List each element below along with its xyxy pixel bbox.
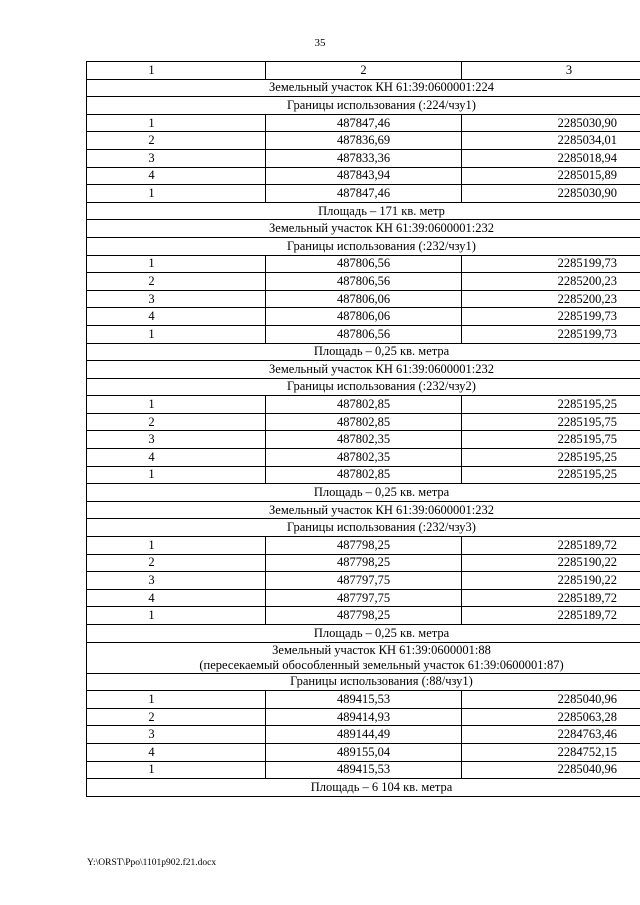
point-number: 1 [87,185,266,203]
table-row [87,572,640,590]
coordinate-x: 487847,46 [266,185,462,203]
area-row [87,343,640,361]
point-number: 2 [87,413,266,431]
point-number: 3 [87,149,266,167]
parcel-title [87,501,640,519]
coordinate-y: 2285199,73 [462,325,640,343]
boundary-label: Границы использования (:232/чзу2) [87,378,640,396]
table-row [87,185,640,203]
table-row [87,149,640,167]
parcel-title-line: Земельный участок КН 61:39:0600001:224 [269,80,494,95]
coordinate-x: 487806,06 [266,308,462,326]
area-row [87,779,640,797]
coordinate-y: 2285034,01 [462,132,640,150]
coordinate-y: 2285195,25 [462,466,640,484]
coordinates-table-body [87,62,640,797]
boundary-row [87,673,640,691]
table-row [87,290,640,308]
area-label: Площадь – 6 104 кв. метра [87,779,640,797]
area-row [87,484,640,502]
table-row [87,607,640,625]
coordinate-y: 2285189,72 [462,607,640,625]
point-number: 2 [87,273,266,291]
point-number: 2 [87,708,266,726]
area-row [87,625,640,643]
table-row [87,114,640,132]
boundary-row [87,378,640,396]
coordinate-y: 2285015,89 [462,167,640,185]
page-number: 35 [314,37,326,49]
point-number: 4 [87,743,266,761]
table-row [87,396,640,414]
coordinate-x: 489415,53 [266,761,462,779]
coordinate-x: 489144,49 [266,726,462,744]
coordinate-y: 2285195,75 [462,413,640,431]
parcel-title-line: Земельный участок КН 61:39:0600001:232 [269,221,494,236]
table-row [87,554,640,572]
point-number: 1 [87,691,266,709]
table-row [87,167,640,185]
area-label: Площадь – 171 кв. метр [87,202,640,220]
coordinate-x: 487798,25 [266,554,462,572]
table-row [87,761,640,779]
table-row [87,449,640,467]
file-path: Y:\ORST\Ppo\1101p902.f21.docx [87,858,217,868]
coordinate-x: 489414,93 [266,708,462,726]
table-row [87,325,640,343]
coordinate-x: 487802,85 [266,466,462,484]
coordinate-x: 487806,56 [266,255,462,273]
coordinate-y: 2285030,90 [462,185,640,203]
coordinate-x: 487806,56 [266,273,462,291]
parcel-title-line: (пересекаемый обособленный земельный участок 61:39:0600001:87) [199,657,564,672]
point-number: 1 [87,466,266,484]
table-row [87,431,640,449]
section-title-row [87,220,640,238]
section-title-row [87,501,640,519]
coordinate-y: 2285030,90 [462,114,640,132]
point-number: 4 [87,449,266,467]
coordinate-y: 2285199,73 [462,308,640,326]
point-number: 1 [87,607,266,625]
area-label: Площадь – 0,25 кв. метра [87,625,640,643]
column-header-1: 1 [87,62,266,80]
point-number: 1 [87,325,266,343]
coordinate-x: 487802,35 [266,431,462,449]
table-row [87,726,640,744]
point-number: 1 [87,114,266,132]
area-label: Площадь – 0,25 кв. метра [87,484,640,502]
coordinate-x: 487843,94 [266,167,462,185]
point-number: 2 [87,554,266,572]
coordinate-x: 487836,69 [266,132,462,150]
table-row [87,743,640,761]
coordinate-y: 2285195,75 [462,431,640,449]
table-row [87,273,640,291]
coordinate-x: 487806,06 [266,290,462,308]
coordinate-y: 2285018,94 [462,149,640,167]
point-number: 4 [87,589,266,607]
area-row [87,202,640,220]
coordinates-table [86,61,640,797]
point-number: 1 [87,761,266,779]
point-number: 3 [87,572,266,590]
point-number: 4 [87,167,266,185]
coordinate-y: 2285200,23 [462,290,640,308]
parcel-title [87,79,640,97]
coordinate-x: 489415,53 [266,691,462,709]
coordinate-y: 2285195,25 [462,449,640,467]
parcel-title [87,642,640,673]
area-label: Площадь – 0,25 кв. метра [87,343,640,361]
coordinate-x: 487798,25 [266,607,462,625]
table-row [87,308,640,326]
section-title-row [87,361,640,379]
coordinate-x: 487798,25 [266,537,462,555]
coordinate-y: 2285063,28 [462,708,640,726]
point-number: 3 [87,726,266,744]
coordinate-x: 487797,75 [266,589,462,607]
coordinate-y: 2285195,25 [462,396,640,414]
coordinate-y: 2285189,72 [462,537,640,555]
boundary-label: Границы использования (:224/чзу1) [87,97,640,115]
coordinate-x: 487797,75 [266,572,462,590]
coordinate-y: 2285189,72 [462,589,640,607]
coordinate-y: 2285190,22 [462,572,640,590]
point-number: 1 [87,255,266,273]
table-row [87,691,640,709]
coordinate-x: 487806,56 [266,325,462,343]
section-title-row [87,79,640,97]
coordinate-y: 2285190,22 [462,554,640,572]
point-number: 2 [87,132,266,150]
point-number: 3 [87,431,266,449]
table-row [87,708,640,726]
parcel-title [87,361,640,379]
coordinate-x: 487802,35 [266,449,462,467]
coordinate-x: 487833,36 [266,149,462,167]
coordinate-y: 2285040,96 [462,691,640,709]
table-row [87,466,640,484]
coordinate-y: 2285040,96 [462,761,640,779]
table-row [87,255,640,273]
coordinate-x: 487802,85 [266,396,462,414]
table-row [87,589,640,607]
point-number: 1 [87,396,266,414]
coordinate-y: 2284763,46 [462,726,640,744]
parcel-title-line: Земельный участок КН 61:39:0600001:232 [269,361,494,376]
boundary-label: Границы использования (:232/чзу3) [87,519,640,537]
section-title-row [87,642,640,673]
parcel-title [87,220,640,238]
coordinate-y: 2285200,23 [462,273,640,291]
table-row [87,132,640,150]
point-number: 3 [87,290,266,308]
boundary-label: Границы использования (:232/чзу1) [87,237,640,255]
boundary-label: Границы использования (:88/чзу1) [87,673,640,691]
parcel-title-line: Земельный участок КН 61:39:0600001:88 [272,642,491,657]
boundary-row [87,519,640,537]
coordinate-x: 487802,85 [266,413,462,431]
column-header-2: 2 [266,62,462,80]
point-number: 4 [87,308,266,326]
boundary-row [87,97,640,115]
coordinate-x: 487847,46 [266,114,462,132]
table-row [87,537,640,555]
coordinate-y: 2284752,15 [462,743,640,761]
table-row [87,413,640,431]
parcel-title-line: Земельный участок КН 61:39:0600001:232 [269,502,494,517]
coordinate-x: 489155,04 [266,743,462,761]
column-header-3: 3 [462,62,640,80]
table-header-row [87,62,640,80]
coordinate-y: 2285199,73 [462,255,640,273]
point-number: 1 [87,537,266,555]
boundary-row [87,237,640,255]
